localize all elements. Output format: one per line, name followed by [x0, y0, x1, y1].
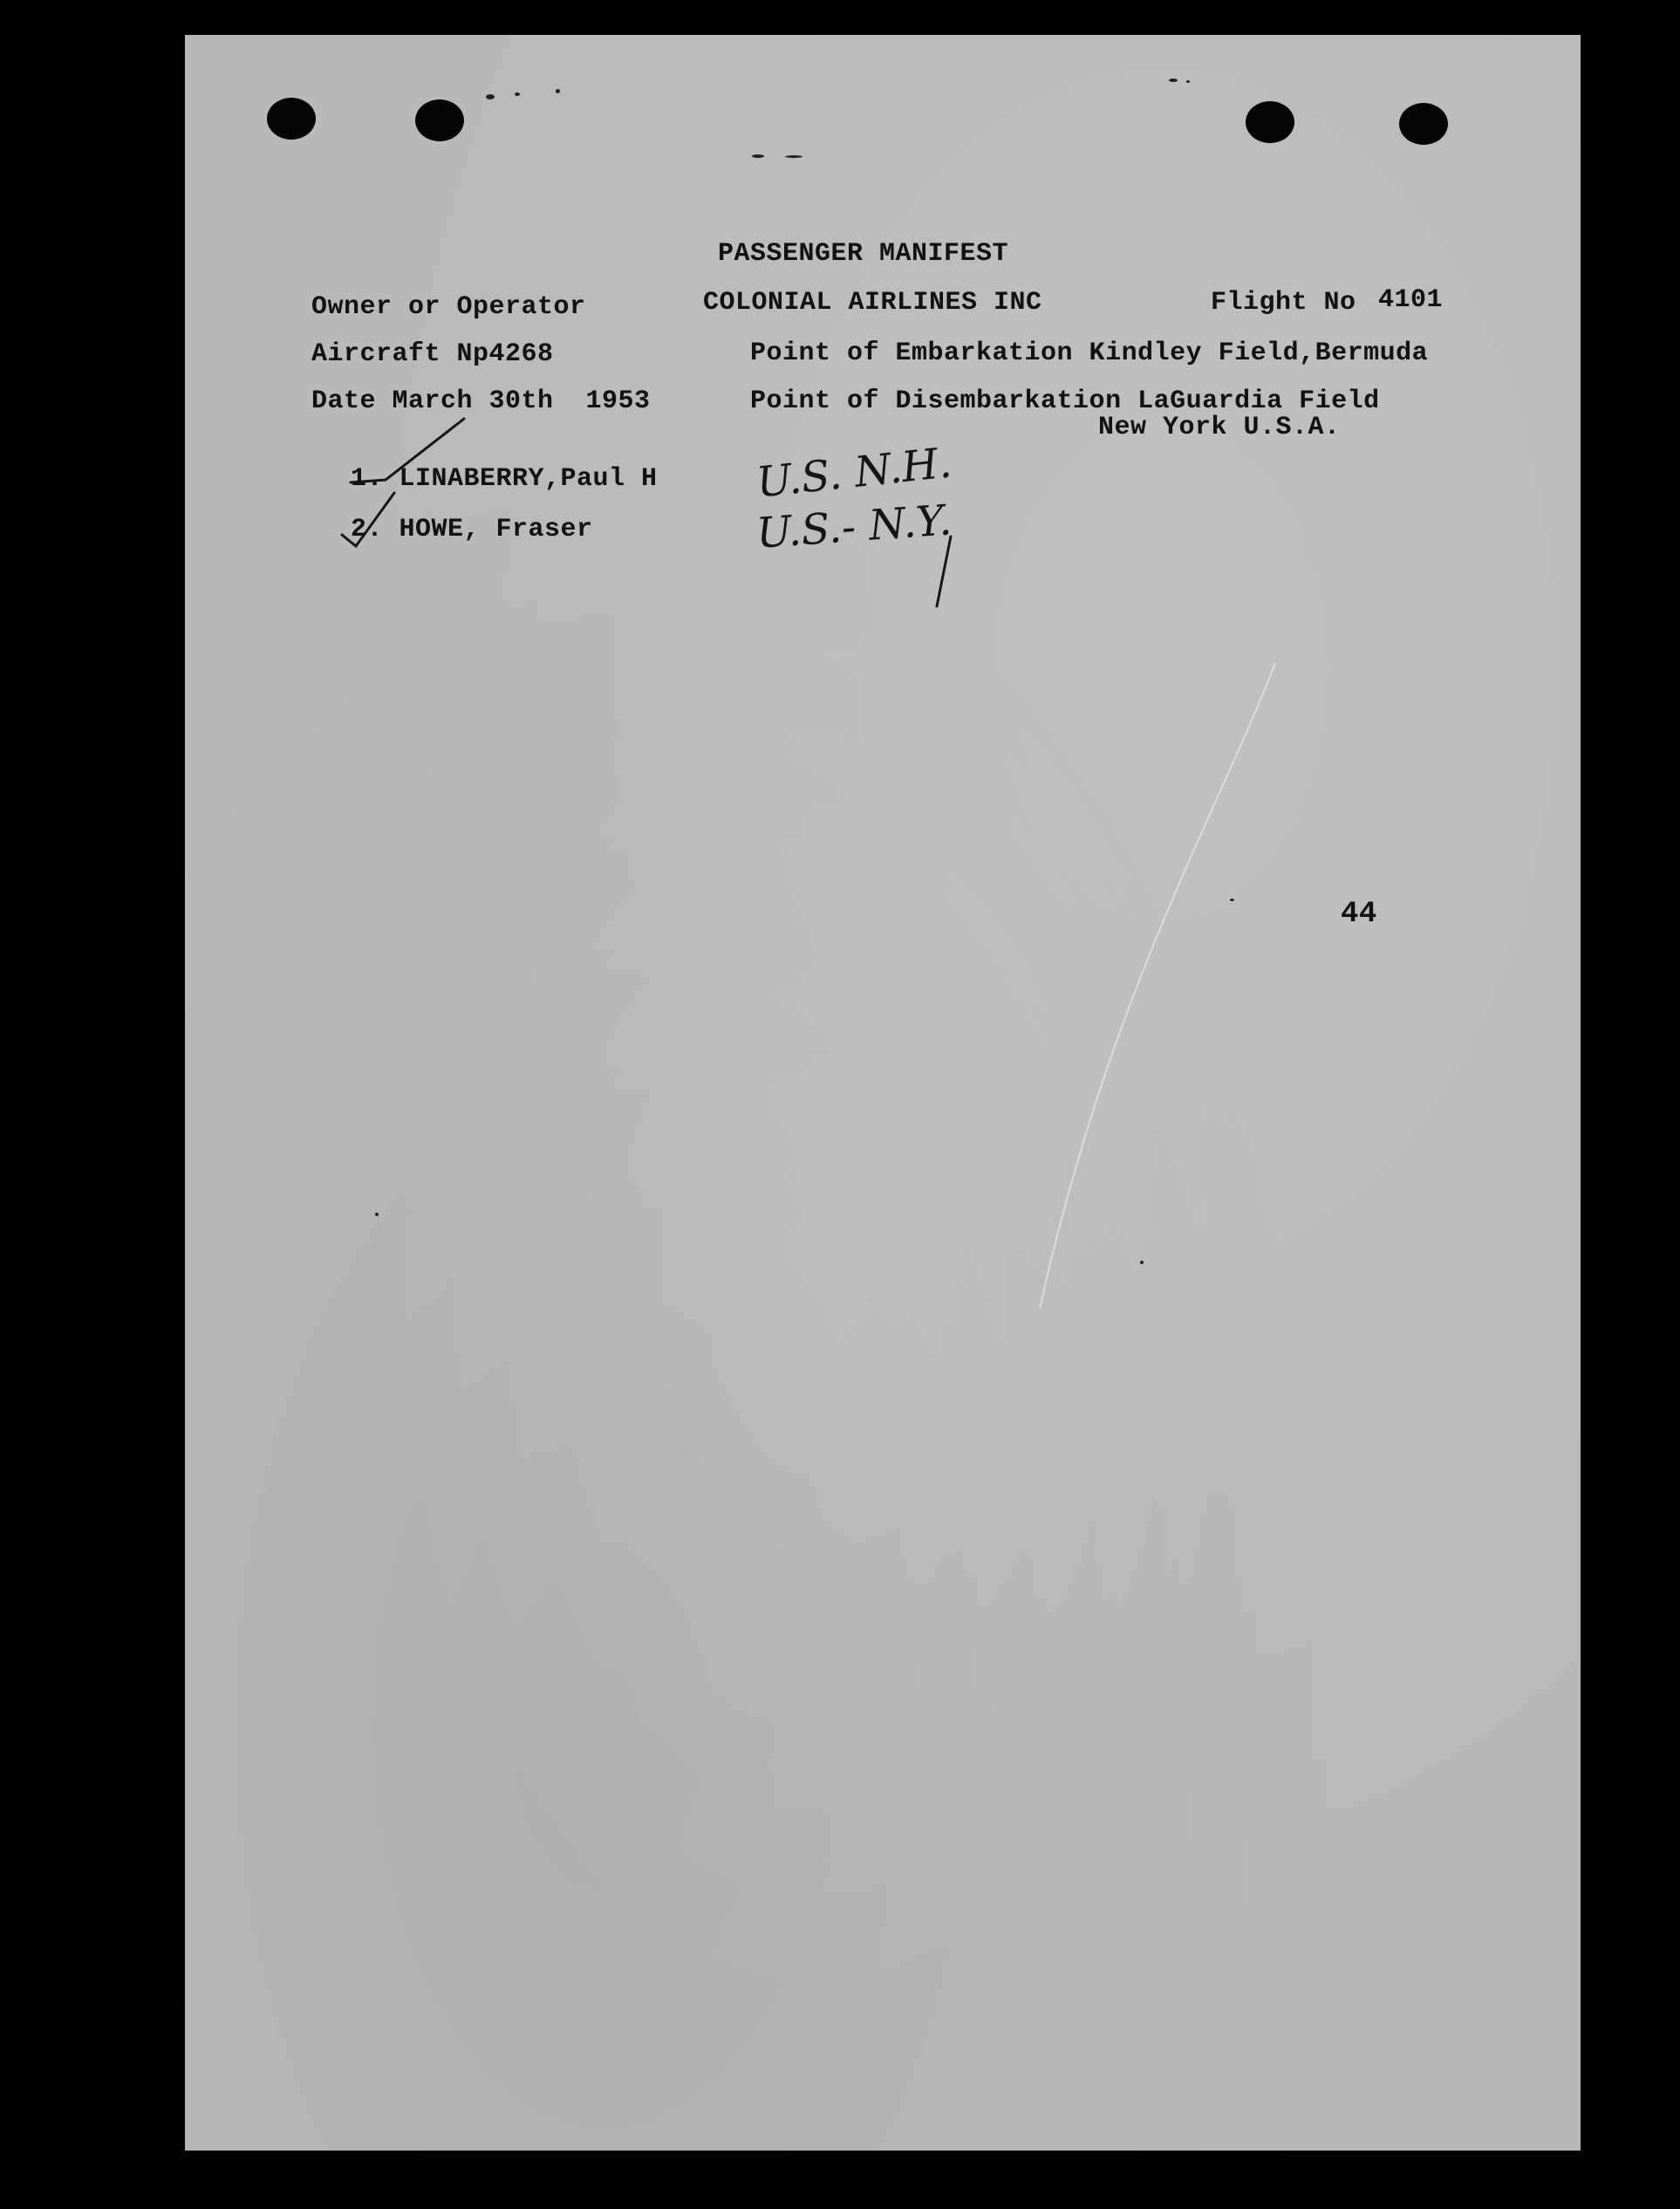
page-number: 44 [1341, 898, 1377, 931]
handwritten-annotation: U.S.- N.Y. [755, 496, 953, 558]
owner-value: COLONIAL AIRLINES INC [703, 288, 1042, 318]
aircraft-line: Aircraft Np4268 [311, 339, 554, 369]
flight-label: Flight No [1211, 288, 1356, 318]
disembarkation-line: Point of Disembarkation LaGuardia Field [750, 386, 1380, 416]
check-marks [185, 35, 1581, 2151]
flight-value: 4101 [1378, 285, 1444, 315]
disembarkation-line-2: New York U.S.A. [1098, 413, 1341, 442]
manifest-title: PASSENGER MANIFEST [718, 239, 1009, 269]
passenger-entry: 2. HOWE, Fraser [351, 515, 593, 544]
manifest-page [185, 35, 1581, 2151]
date-line: Date March 30th 1953 [311, 386, 651, 416]
owner-label: Owner or Operator [311, 292, 586, 322]
passenger-entry: 1. LINABERRY,Paul H [351, 464, 658, 494]
handwritten-annotation: U.S. N.H. [754, 438, 954, 508]
embarkation-line: Point of Embarkation Kindley Field,Bermuda [750, 339, 1429, 368]
